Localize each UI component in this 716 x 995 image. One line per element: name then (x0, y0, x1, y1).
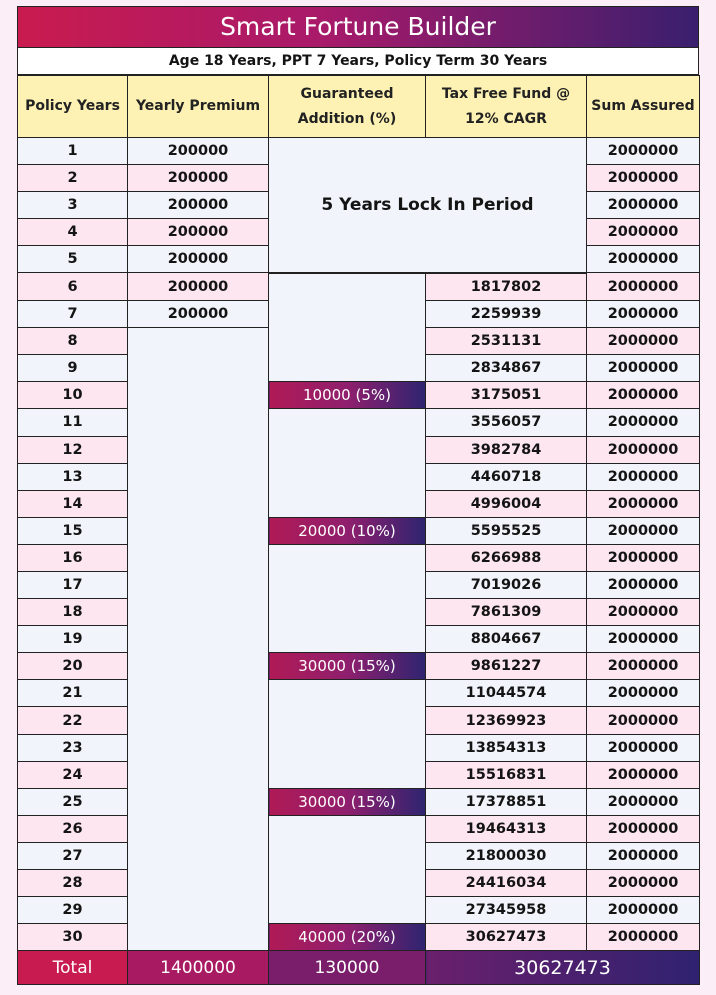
sum-assured-cell: 2000000 (587, 897, 700, 924)
tax-free-fund-cell: 24416034 (426, 870, 587, 897)
sum-assured-cell: 2000000 (587, 870, 700, 897)
page-title: Smart Fortune Builder (17, 6, 699, 48)
guaranteed-addition-cell: 30000 (15%) (269, 788, 426, 815)
total-guaranteed-addition: 130000 (269, 951, 426, 985)
tax-free-fund-cell: 1817802 (426, 273, 587, 301)
total-fund: 30627473 (426, 951, 700, 985)
sum-assured-cell: 2000000 (587, 707, 700, 734)
lock-in-period-cell: 5 Years Lock In Period (269, 138, 587, 273)
table-row (18, 544, 700, 571)
policy-year-cell: 6 (18, 273, 128, 301)
table-row (18, 924, 700, 951)
tax-free-fund-cell: 7019026 (426, 572, 587, 599)
tax-free-fund-cell: 19464313 (426, 815, 587, 842)
policy-year-cell: 3 (18, 192, 128, 219)
tax-free-fund-cell: 13854313 (426, 734, 587, 761)
policy-year-cell: 28 (18, 870, 128, 897)
table-row (18, 680, 700, 707)
sum-assured-cell: 2000000 (587, 463, 700, 490)
tax-free-fund-cell: 5595525 (426, 517, 587, 544)
tax-free-fund-cell: 12369923 (426, 707, 587, 734)
policy-year-cell: 17 (18, 572, 128, 599)
benefit-table (17, 75, 700, 985)
policy-year-cell: 21 (18, 680, 128, 707)
tax-free-fund-cell: 8804667 (426, 626, 587, 653)
header-policy-years: Policy Years (18, 76, 128, 138)
guaranteed-addition-blank (269, 409, 426, 517)
guaranteed-addition-blank (269, 815, 426, 923)
yearly-premium-cell: 200000 (128, 273, 269, 301)
policy-year-cell: 5 (18, 246, 128, 273)
policy-year-cell: 16 (18, 544, 128, 571)
policy-year-cell: 11 (18, 409, 128, 436)
table-row (18, 517, 700, 544)
sum-assured-cell: 2000000 (587, 842, 700, 869)
total-label: Total (18, 951, 128, 985)
sum-assured-cell: 2000000 (587, 138, 700, 165)
header-ga-line2: Addition (%) (297, 110, 397, 127)
guaranteed-addition-blank (269, 544, 426, 652)
policy-year-cell: 15 (18, 517, 128, 544)
table-row (18, 653, 700, 680)
policy-year-cell: 2 (18, 165, 128, 192)
yearly-premium-cell: 200000 (128, 301, 269, 328)
sum-assured-cell: 2000000 (587, 219, 700, 246)
guaranteed-addition-cell: 30000 (15%) (269, 653, 426, 680)
yearly-premium-cell: 200000 (128, 138, 269, 165)
tax-free-fund-cell: 6266988 (426, 544, 587, 571)
sum-assured-cell: 2000000 (587, 626, 700, 653)
sum-assured-cell: 2000000 (587, 734, 700, 761)
tax-free-fund-cell: 3556057 (426, 409, 587, 436)
policy-year-cell: 19 (18, 626, 128, 653)
sum-assured-cell: 2000000 (587, 544, 700, 571)
yearly-premium-cell: 200000 (128, 165, 269, 192)
guaranteed-addition-cell: 20000 (10%) (269, 517, 426, 544)
sum-assured-cell: 2000000 (587, 246, 700, 273)
sum-assured-cell: 2000000 (587, 653, 700, 680)
policy-year-cell: 1 (18, 138, 128, 165)
policy-subtitle: Age 18 Years, PPT 7 Years, Policy Term 30 Years (17, 48, 699, 75)
sum-assured-cell: 2000000 (587, 815, 700, 842)
guaranteed-addition-cell: 10000 (5%) (269, 382, 426, 409)
table-row (18, 382, 700, 409)
sum-assured-cell: 2000000 (587, 788, 700, 815)
tax-free-fund-cell: 4460718 (426, 463, 587, 490)
sum-assured-cell: 2000000 (587, 273, 700, 301)
header-row (18, 76, 700, 138)
tax-free-fund-cell: 3175051 (426, 382, 587, 409)
tax-free-fund-cell: 21800030 (426, 842, 587, 869)
policy-year-cell: 13 (18, 463, 128, 490)
header-guaranteed-addition (269, 76, 426, 138)
guaranteed-addition-blank (269, 273, 426, 382)
sum-assured-cell: 2000000 (587, 436, 700, 463)
table-body (18, 138, 700, 985)
sum-assured-cell: 2000000 (587, 409, 700, 436)
sum-assured-cell: 2000000 (587, 301, 700, 328)
sum-assured-cell: 2000000 (587, 355, 700, 382)
sum-assured-cell: 2000000 (587, 328, 700, 355)
tax-free-fund-cell: 7861309 (426, 599, 587, 626)
sum-assured-cell: 2000000 (587, 680, 700, 707)
header-fund-line2: 12% CAGR (465, 110, 547, 127)
sum-assured-cell: 2000000 (587, 382, 700, 409)
tax-free-fund-cell: 30627473 (426, 924, 587, 951)
policy-year-cell: 10 (18, 382, 128, 409)
sum-assured-cell: 2000000 (587, 192, 700, 219)
table-row (18, 138, 700, 165)
policy-year-cell: 4 (18, 219, 128, 246)
tax-free-fund-cell: 2531131 (426, 328, 587, 355)
yearly-premium-cell: 200000 (128, 219, 269, 246)
yearly-premium-cell: 200000 (128, 246, 269, 273)
yearly-premium-cell: 200000 (128, 192, 269, 219)
policy-year-cell: 18 (18, 599, 128, 626)
policy-year-cell: 7 (18, 301, 128, 328)
sum-assured-cell: 2000000 (587, 761, 700, 788)
tax-free-fund-cell: 27345958 (426, 897, 587, 924)
table-row (18, 788, 700, 815)
policy-year-cell: 12 (18, 436, 128, 463)
policy-year-cell: 20 (18, 653, 128, 680)
guaranteed-addition-blank (269, 680, 426, 788)
tax-free-fund-cell: 17378851 (426, 788, 587, 815)
policy-year-cell: 27 (18, 842, 128, 869)
policy-year-cell: 9 (18, 355, 128, 382)
policy-year-cell: 14 (18, 490, 128, 517)
header-fund-line1: Tax Free Fund @ (441, 85, 571, 102)
header-sum-assured: Sum Assured (587, 76, 700, 138)
policy-year-cell: 23 (18, 734, 128, 761)
policy-year-cell: 29 (18, 897, 128, 924)
illustration-sheet (17, 6, 699, 985)
total-premium: 1400000 (128, 951, 269, 985)
policy-year-cell: 25 (18, 788, 128, 815)
tax-free-fund-cell: 3982784 (426, 436, 587, 463)
policy-year-cell: 26 (18, 815, 128, 842)
yearly-premium-blank (128, 328, 269, 951)
policy-year-cell: 8 (18, 328, 128, 355)
table-row (18, 409, 700, 436)
table-row (18, 815, 700, 842)
tax-free-fund-cell: 4996004 (426, 490, 587, 517)
tax-free-fund-cell: 2259939 (426, 301, 587, 328)
tax-free-fund-cell: 11044574 (426, 680, 587, 707)
sum-assured-cell: 2000000 (587, 517, 700, 544)
header-ga-line1: Guaranteed (300, 85, 394, 102)
sum-assured-cell: 2000000 (587, 924, 700, 951)
tax-free-fund-cell: 9861227 (426, 653, 587, 680)
total-row (18, 951, 700, 985)
guaranteed-addition-cell: 40000 (20%) (269, 924, 426, 951)
policy-year-cell: 22 (18, 707, 128, 734)
sum-assured-cell: 2000000 (587, 165, 700, 192)
policy-year-cell: 30 (18, 924, 128, 951)
header-yearly-premium: Yearly Premium (128, 76, 269, 138)
sum-assured-cell: 2000000 (587, 599, 700, 626)
header-tax-free-fund (426, 76, 587, 138)
table-row (18, 273, 700, 301)
sum-assured-cell: 2000000 (587, 572, 700, 599)
sum-assured-cell: 2000000 (587, 490, 700, 517)
tax-free-fund-cell: 15516831 (426, 761, 587, 788)
tax-free-fund-cell: 2834867 (426, 355, 587, 382)
policy-year-cell: 24 (18, 761, 128, 788)
